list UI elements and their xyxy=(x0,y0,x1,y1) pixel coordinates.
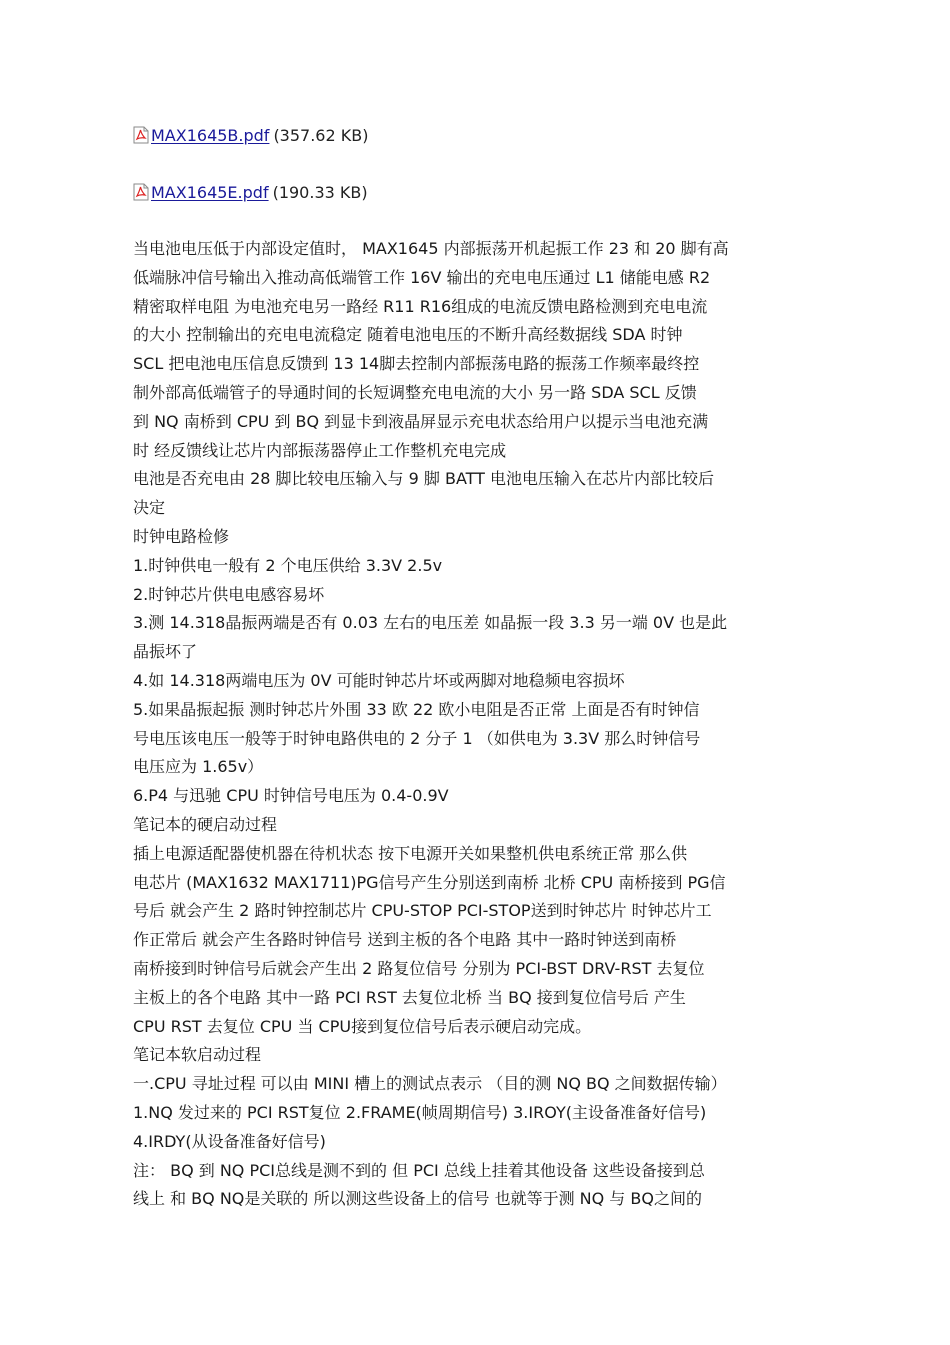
text-line: 低端脉冲信号输出入推动高低端管工作 16V 输出的充电电压通过 L1 储能电感 R2 xyxy=(133,267,711,287)
text-line: 时 经反馈线让芯片内部振荡器停止工作整机充电完成 xyxy=(133,440,507,460)
text-line: 电压应为 1.65v） xyxy=(133,757,264,777)
text-line: 线上 和 BQ NQ是关联的 所以测这些设备上的信号 也就等于测 NQ 与 BQ之间的 xyxy=(133,1189,702,1209)
text-line: 决定 xyxy=(133,498,166,518)
pdf-file-icon xyxy=(133,183,149,201)
section-heading: 笔记本的硬启动过程 xyxy=(133,814,278,834)
section-heading: 时钟电路检修 xyxy=(133,526,230,546)
text-line: 号电压该电压一般等于时钟电路供电的 2 分子 1 （如供电为 3.3V 那么时钟信号 xyxy=(133,728,701,748)
text-line: 注： BQ 到 NQ PCI总线是测不到的 但 PCI 总线上挂着其他设备 这些设备接到总 xyxy=(133,1160,705,1180)
text-line: 制外部高低端管子的导通时间的长短调整充电电流的大小 另一路 SDA SCL 反馈 xyxy=(133,382,697,402)
text-line: 精密取样电阻 为电池充电另一路经 R11 R16组成的电流反馈电路检测到充电电流 xyxy=(133,296,708,316)
text-line: 4.如 14.318两端电压为 0V 可能时钟芯片坏或两脚对地稳频电容损坏 xyxy=(133,670,625,690)
text-line: 电池是否充电由 28 脚比较电压输入与 9 脚 BATT 电池电压输入在芯片内部比较后 xyxy=(133,469,715,489)
text-line: 6.P4 与迅驰 CPU 时钟信号电压为 0.4-0.9V xyxy=(133,786,449,806)
text-line: 晶振坏了 xyxy=(133,642,198,662)
body-text xyxy=(133,235,823,1214)
attachment-size: (190.33 KB) xyxy=(272,182,368,202)
attachment-max1645e[interactable] xyxy=(133,180,368,204)
text-line: 作正常后 就会产生各路时钟信号 送到主板的各个电路 其中一路时钟送到南桥 xyxy=(133,930,677,950)
text-line: 南桥接到时钟信号后就会产生出 2 路复位信号 分别为 PCI-BST DRV-RST 去复位 xyxy=(133,958,705,978)
text-line: 主板上的各个电路 其中一路 PCI RST 去复位北桥 当 BQ 接到复位信号后 产生 xyxy=(133,987,686,1007)
text-line: 插上电源适配器使机器在待机状态 按下电源开关如果整机供电系统正常 那么供 xyxy=(133,843,688,863)
text-line: 当电池电压低于内部设定值时， MAX1645 内部振荡开机起振工作 23 和 20 脚有高 xyxy=(133,239,729,258)
text-line: 的大小 控制输出的充电电流稳定 随着电池电压的不断升高经数据线 SDA 时钟 xyxy=(133,325,683,345)
text-line: 1.时钟供电一般有 2 个电压供给 3.3V 2.5v xyxy=(133,555,443,575)
text-line: 2.时钟芯片供电电感容易坏 xyxy=(133,584,325,604)
attachment-link[interactable]: MAX1645B.pdf xyxy=(151,125,270,145)
text-line: 到 NQ 南桥到 CPU 到 BQ 到显卡到液晶屏显示充电状态给用户以提示当电池充满 xyxy=(133,411,709,431)
pdf-file-icon xyxy=(133,126,149,144)
text-line: 5.如果晶振起振 测时钟芯片外围 33 欧 22 欧小电阻是否正常 上面是否有时钟信 xyxy=(133,699,700,719)
text-line: 电芯片 (MAX1632 MAX1711)PG信号产生分别送到南桥 北桥 CPU 南桥接到 PG信 xyxy=(133,872,726,892)
text-line: 号后 就会产生 2 路时钟控制芯片 CPU-STOP PCI-STOP送到时钟芯片 时钟芯片工 xyxy=(133,901,712,921)
text-line: 一.CPU 寻址过程 可以由 MINI 槽上的测试点表示 （目的测 NQ BQ 之间数据传输） xyxy=(133,1074,727,1094)
attachment-link[interactable]: MAX1645E.pdf xyxy=(151,182,269,202)
attachment-size: (357.62 KB) xyxy=(273,125,369,145)
attachment-max1645b[interactable] xyxy=(133,123,368,147)
text-line: 3.测 14.318晶振两端是否有 0.03 左右的电压差 如晶振一段 3.3 另一端 0V 也是此 xyxy=(133,613,728,633)
section-heading: 笔记本软启动过程 xyxy=(133,1045,262,1065)
text-line: SCL 把电池电压信息反馈到 13 14脚去控制内部振荡电路的振荡工作频率最终控 xyxy=(133,354,700,374)
text-line: 4.IRDY(从设备准备好信号) xyxy=(133,1131,326,1151)
text-line: CPU RST 去复位 CPU 当 CPU接到复位信号后表示硬启动完成。 xyxy=(133,1016,592,1036)
text-line: 1.NQ 发过来的 PCI RST复位 2.FRAME(帧周期信号) 3.IROY(主设备准备好信号) xyxy=(133,1102,707,1122)
